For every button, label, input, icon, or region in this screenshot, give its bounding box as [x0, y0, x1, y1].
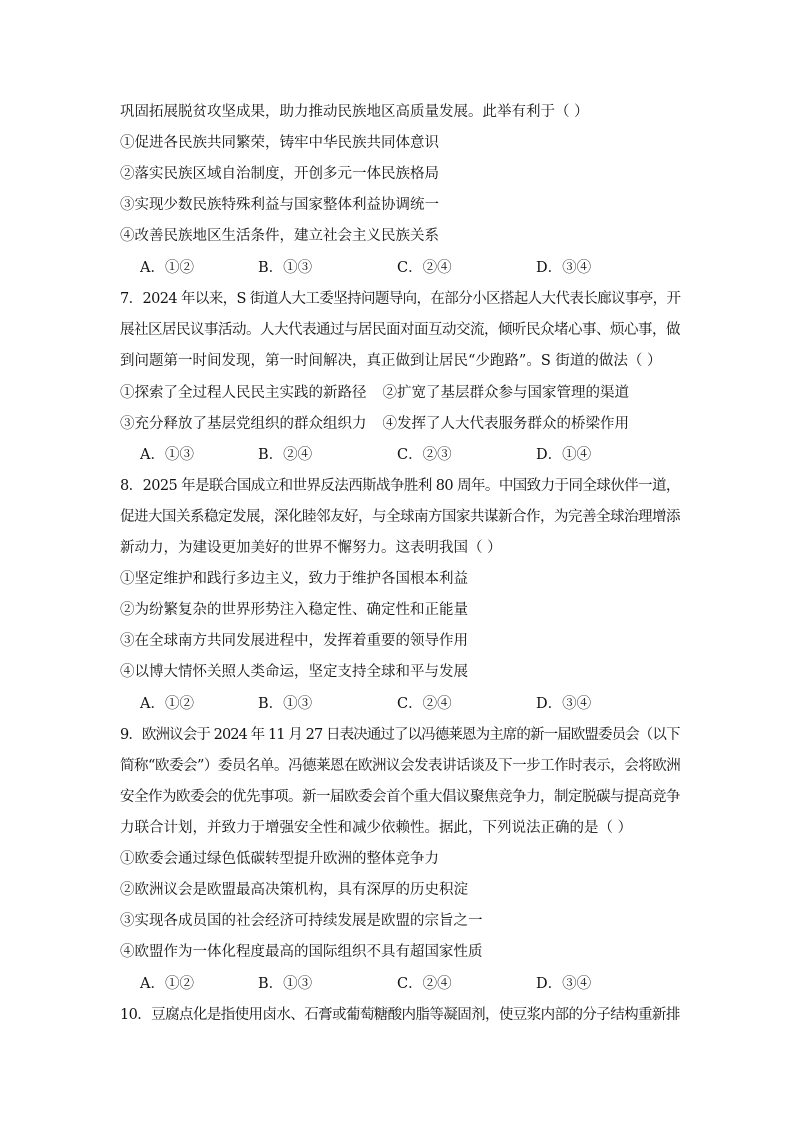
q7-stem-line-1: 7．2024 年以来，S 街道人大工委坚持问题导向，在部分小区搭起人大代表长廊议事亭，开 — [120, 291, 681, 307]
q6-option-b[interactable]: B．①③ — [258, 260, 313, 276]
q6-stem-tail: 巩固拓展脱贫攻坚成果，助力推动民族地区高质量发展。此举有利于（ ） — [120, 104, 589, 120]
q7-option-b[interactable]: B．②④ — [258, 447, 313, 463]
q9-options — [140, 974, 660, 994]
q6-statement-1: ①促进各民族共同繁荣，铸牢中华民族共同体意识 — [120, 135, 439, 151]
q7-statement-4: ④发挥了人大代表服务群众的桥梁作用 — [382, 416, 629, 432]
q7-statement-2: ②扩宽了基层群众参与国家管理的渠道 — [382, 385, 629, 401]
q7-stem-line-3: 到问题第一时间发现，第一时间解决，真正做到让居民“少跑路”。S 街道的做法（ ） — [120, 353, 662, 369]
q8-statement-4: ④以博大情怀关照人类命运，坚定支持全球和平与发展 — [120, 664, 468, 680]
q9-stem-line-3: 安全作为欧委会的优先事项。新一届欧委会首个重大倡议聚焦竞争力，制定脱碳与提高竞争 — [120, 789, 680, 805]
q8-option-d[interactable]: D．③④ — [536, 696, 592, 712]
q9-option-c[interactable]: C．②④ — [397, 976, 452, 992]
q7-stem-line-2: 展社区居民议事活动。人大代表通过与居民面对面互动交流，倾听民众堵心事、烦心事，做 — [120, 322, 680, 338]
q9-statement-2: ②欧洲议会是欧盟最高决策机构，具有深厚的历史积淀 — [120, 882, 468, 898]
q8-statement-2: ②为纷繁复杂的世界形势注入稳定性、确定性和正能量 — [120, 602, 468, 618]
q8-option-b[interactable]: B．①③ — [258, 696, 313, 712]
q6-option-c[interactable]: C．②④ — [397, 260, 452, 276]
q6-statement-4: ④改善民族地区生活条件，建立社会主义民族关系 — [120, 228, 439, 244]
q8-option-a[interactable]: A．①② — [140, 696, 194, 712]
q9-option-b[interactable]: B．①③ — [258, 976, 313, 992]
q9-stem-line-1: 9．欧洲议会于 2024 年 11 月 27 日表决通过了以冯德莱恩为主席的新一届欧盟委员会（以下 — [120, 727, 680, 743]
q9-statement-1: ①欧委会通过绿色低碳转型提升欧洲的整体竞争力 — [120, 851, 439, 867]
q10-stem-line-1: 10．豆腐点化是指使用卤水、石膏或葡萄糖酸内脂等凝固剂，使豆浆内部的分子结构重新排 — [120, 1007, 680, 1023]
q7-statement-1: ①探索了全过程人民民主实践的新路径 — [120, 385, 367, 401]
q8-statement-3: ③在全球南方共同发展进程中，发挥着重要的领导作用 — [120, 633, 468, 649]
q8-option-c[interactable]: C．②④ — [397, 696, 452, 712]
q9-statement-4: ④欧盟作为一体化程度最高的国际组织不具有超国家性质 — [120, 944, 483, 960]
q7-option-a[interactable]: A．①③ — [140, 447, 194, 463]
q7-options — [140, 445, 660, 465]
q7-statements-row-1 — [120, 383, 629, 403]
q6-options — [140, 258, 660, 278]
q9-option-a[interactable]: A．①② — [140, 976, 194, 992]
q6-statement-2: ②落实民族区域自治制度，开创多元一体民族格局 — [120, 166, 439, 182]
q8-statement-1: ①坚定维护和践行多边主义，致力于维护各国根本利益 — [120, 571, 468, 587]
q8-options — [140, 694, 660, 714]
q9-statement-3: ③实现各成员国的社会经济可持续发展是欧盟的宗旨之一 — [120, 913, 483, 929]
q9-stem-line-4: 力联合计划，并致力于增强安全性和减少依赖性。据此，下列说法正确的是（ ） — [120, 820, 633, 836]
q7-option-d[interactable]: D．①④ — [536, 447, 592, 463]
q7-statements-row-2 — [120, 414, 629, 434]
q6-statement-3: ③实现少数民族特殊利益与国家整体利益协调统一 — [120, 197, 439, 213]
q8-stem-line-2: 促进大国关系稳定发展，深化睦邻友好，与全球南方国家共谋新合作，为完善全球治理增添 — [120, 509, 680, 525]
q8-stem-line-1: 8．2025 年是联合国成立和世界反法西斯战争胜利 80 周年。中国致力于同全球伙伴一道， — [120, 478, 680, 494]
q6-option-d[interactable]: D．③④ — [536, 260, 592, 276]
q8-stem-line-3: 新动力，为建设更加美好的世界不懈努力。这表明我国（ ） — [120, 540, 502, 556]
q7-statement-3: ③充分释放了基层党组织的群众组织力 — [120, 416, 367, 432]
q9-stem-line-2: 简称“欧委会”）委员名单。冯德莱恩在欧洲议会发表讲话谈及下一步工作时表示，会将欧洲 — [120, 758, 681, 774]
q6-option-a[interactable]: A．①② — [140, 260, 194, 276]
q7-option-c[interactable]: C．②③ — [397, 447, 452, 463]
q9-option-d[interactable]: D．③④ — [536, 976, 592, 992]
